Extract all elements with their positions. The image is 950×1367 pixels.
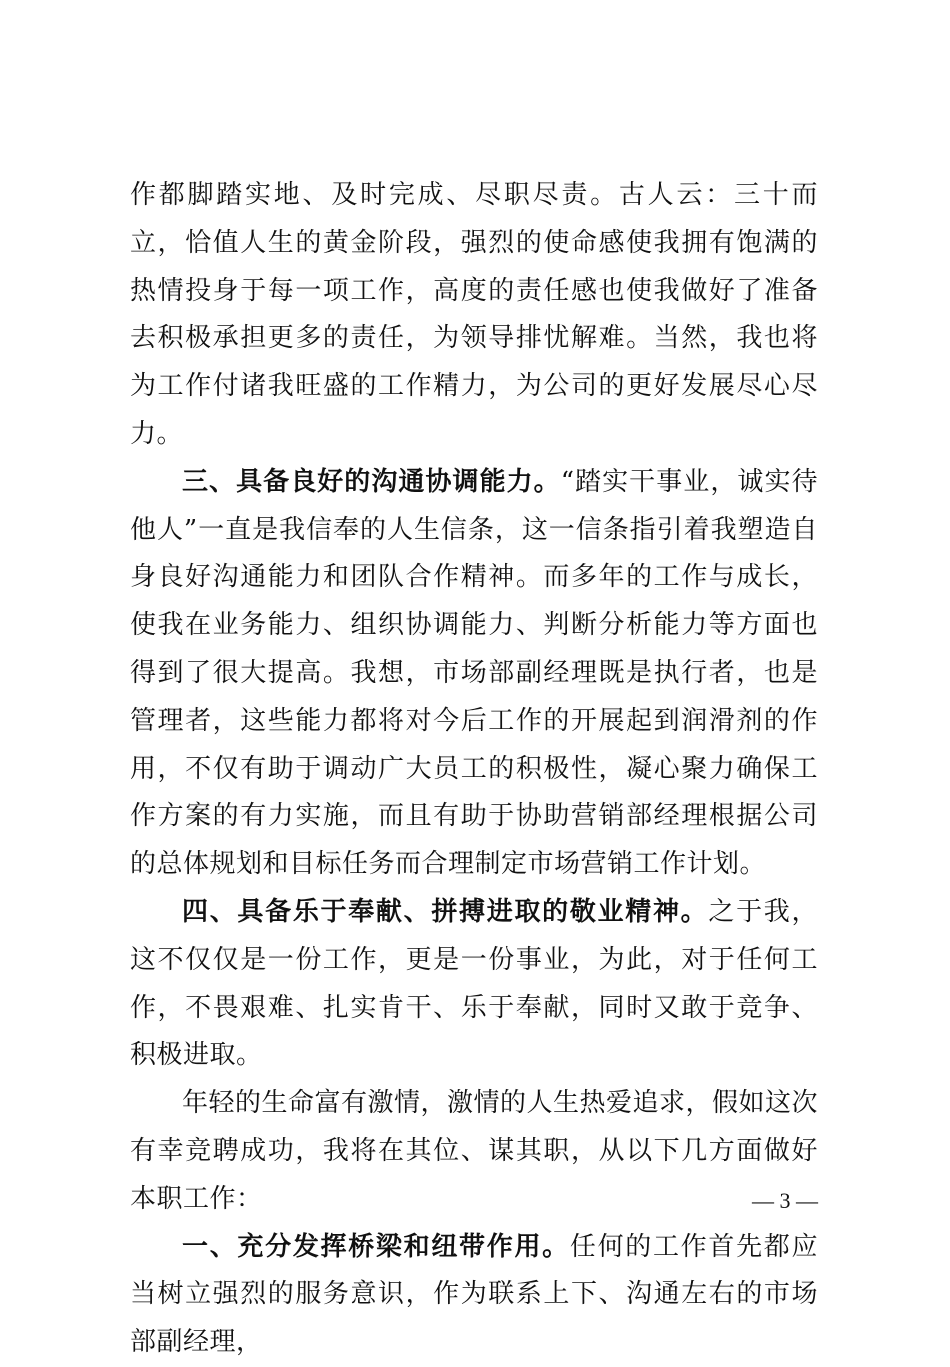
paragraph-bridge-role <box>130 1224 818 1367</box>
paragraph-text: “踏实干事业，诚实待他人”一直是我信奉的人生信条，这一信条指引着我塑造自身良好沟通能力和团队合作精神。而多年的工作与成长，使我在业务能力、组织协调能力、判断分析能力等方面也得到了很大提高。我想，市场部副经理既是执行者，也是管理者，这些能力都将对今后工作的开展起到润滑剂的作用，不仅有助于调动广大员工的积极性，凝心聚力确保工作方案的有力实施，而且有助于协助营销部经理根据公司的总体规划和目标任务而合理制定市场营销工作计划。 <box>130 466 818 880</box>
paragraph-continued <box>130 172 818 459</box>
document-body <box>130 172 818 1367</box>
paragraph-text: 作都脚踏实地、及时完成、尽职尽责。古人云：三十而立，恰值人生的黄金阶段，强烈的使命感使我拥有饱满的热情投身于每一项工作，高度的责任感也使我做好了准备去积极承担更多的责任，为领导排忧解难。当然，我也将为工作付诸我旺盛的工作精力，为公司的更好发展尽心尽力。 <box>130 180 818 449</box>
paragraph-text: 之于我，这不仅仅是一份工作，更是一份事业，为此，对于任何工作，不畏艰难、扎实肯干、乐于奉献，同时又敢于竞争、积极进取。 <box>130 896 818 1071</box>
paragraph-text: 年轻的生命富有激情，激情的人生热爱追求，假如这次有幸竞聘成功，我将在其位、谋其职，从以下几方面做好本职工作： <box>130 1088 819 1214</box>
paragraph-transition <box>130 1080 818 1223</box>
paragraph-text: 任何的工作首先都应当树立强烈的服务意识，作为联系上下、沟通左右的市场部副经理， <box>130 1231 818 1358</box>
page-number: — 3 — <box>752 1188 818 1213</box>
section-heading: 三、具备良好的沟通协调能力。 <box>182 466 561 497</box>
paragraph-communication <box>130 459 818 889</box>
section-heading: 四、具备乐于奉献、拼搏进取的敬业精神。 <box>182 896 709 927</box>
paragraph-dedication <box>130 889 818 1080</box>
section-heading: 一、充分发挥桥梁和纽带作用。 <box>182 1231 570 1262</box>
